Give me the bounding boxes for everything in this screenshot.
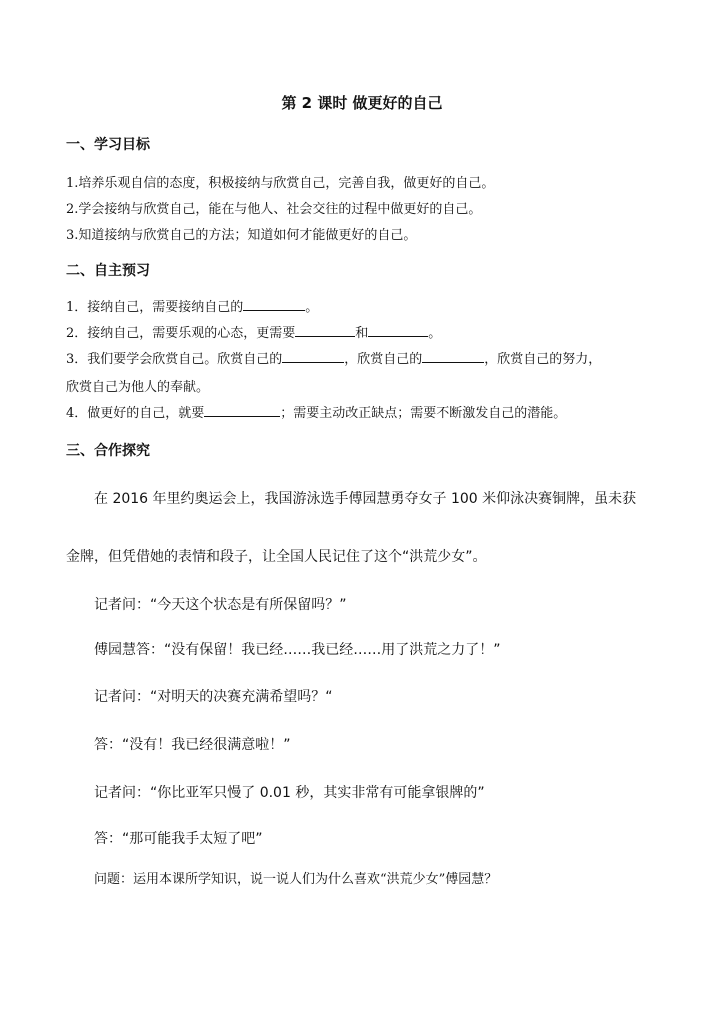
story-paragraph: 金牌，但凭借她的表情和段子，让全国人民记住了这个“洪荒少女”。: [66, 549, 487, 565]
preview-item-3-cont: 欣赏自己为他人的奉献。: [66, 380, 210, 395]
dialogue-line: 记者问：“今天这个状态是有所保留吗？”: [94, 597, 347, 613]
discussion-question: 问题：运用本课所学知识，说一说人们为什么喜欢“洪荒少女”傅园慧？: [94, 872, 498, 887]
answer-blank[interactable]: [243, 298, 305, 311]
page-title: 第 2 课时 做更好的自己: [281, 94, 443, 112]
answer-blank[interactable]: [295, 324, 355, 337]
preview-text: ，欣赏自己的努力，: [484, 352, 602, 367]
preview-text: 3．我们要学会欣赏自己。欣赏自己的: [66, 352, 283, 367]
preview-text: 。: [428, 326, 442, 341]
dialogue-line: 傅园慧答：“没有保留！我已经……我已经……用了洪荒之力了！”: [94, 642, 501, 658]
preview-text: 1．接纳自己，需要接纳自己的: [66, 300, 244, 315]
dialogue-line: 答：“那可能我手太短了吧”: [94, 831, 263, 847]
goal-item: 2.学会接纳与欣赏自己，能在与他人、社会交往的过程中做更好的自己。: [66, 202, 482, 217]
preview-item-4: [66, 402, 566, 421]
preview-text: 和: [355, 326, 369, 341]
preview-text: 4．做更好的自己，就要: [66, 406, 205, 421]
section-heading-goals: 一、学习目标: [66, 137, 150, 153]
preview-text: ；需要主动改正缺点；需要不断激发自己的潜能。: [280, 406, 567, 421]
preview-item-1: [66, 296, 318, 315]
preview-text: ，欣赏自己的: [344, 352, 423, 367]
answer-blank[interactable]: [282, 350, 344, 363]
goal-item: 1.培养乐观自信的态度，积极接纳与欣赏自己，完善自我，做更好的自己。: [66, 176, 495, 191]
section-heading-preview: 二、自主预习: [66, 263, 150, 279]
preview-item-2: [66, 322, 441, 341]
dialogue-line: 记者问：“对明天的决赛充满希望吗？“: [94, 689, 333, 705]
answer-blank[interactable]: [422, 350, 484, 363]
goal-item: 3.知道接纳与欣赏自己的方法；知道如何才能做更好的自己。: [66, 228, 417, 243]
preview-text: 。: [305, 300, 319, 315]
answer-blank[interactable]: [204, 404, 280, 417]
preview-text: 2．接纳自己，需要乐观的心态，更需要: [66, 326, 296, 341]
section-heading-explore: 三、合作探究: [66, 443, 150, 459]
dialogue-line: 记者问：“你比亚军只慢了 0.01 秒，其实非常有可能拿银牌的”: [94, 785, 485, 801]
dialogue-line: 答：“没有！我已经很满意啦！”: [94, 737, 291, 753]
preview-item-3: [66, 348, 601, 367]
answer-blank[interactable]: [368, 324, 428, 337]
story-paragraph: 在 2016 年里约奥运会上，我国游泳选手傅园慧勇夺女子 100 米仰泳决赛铜牌，虽未获: [94, 491, 637, 507]
